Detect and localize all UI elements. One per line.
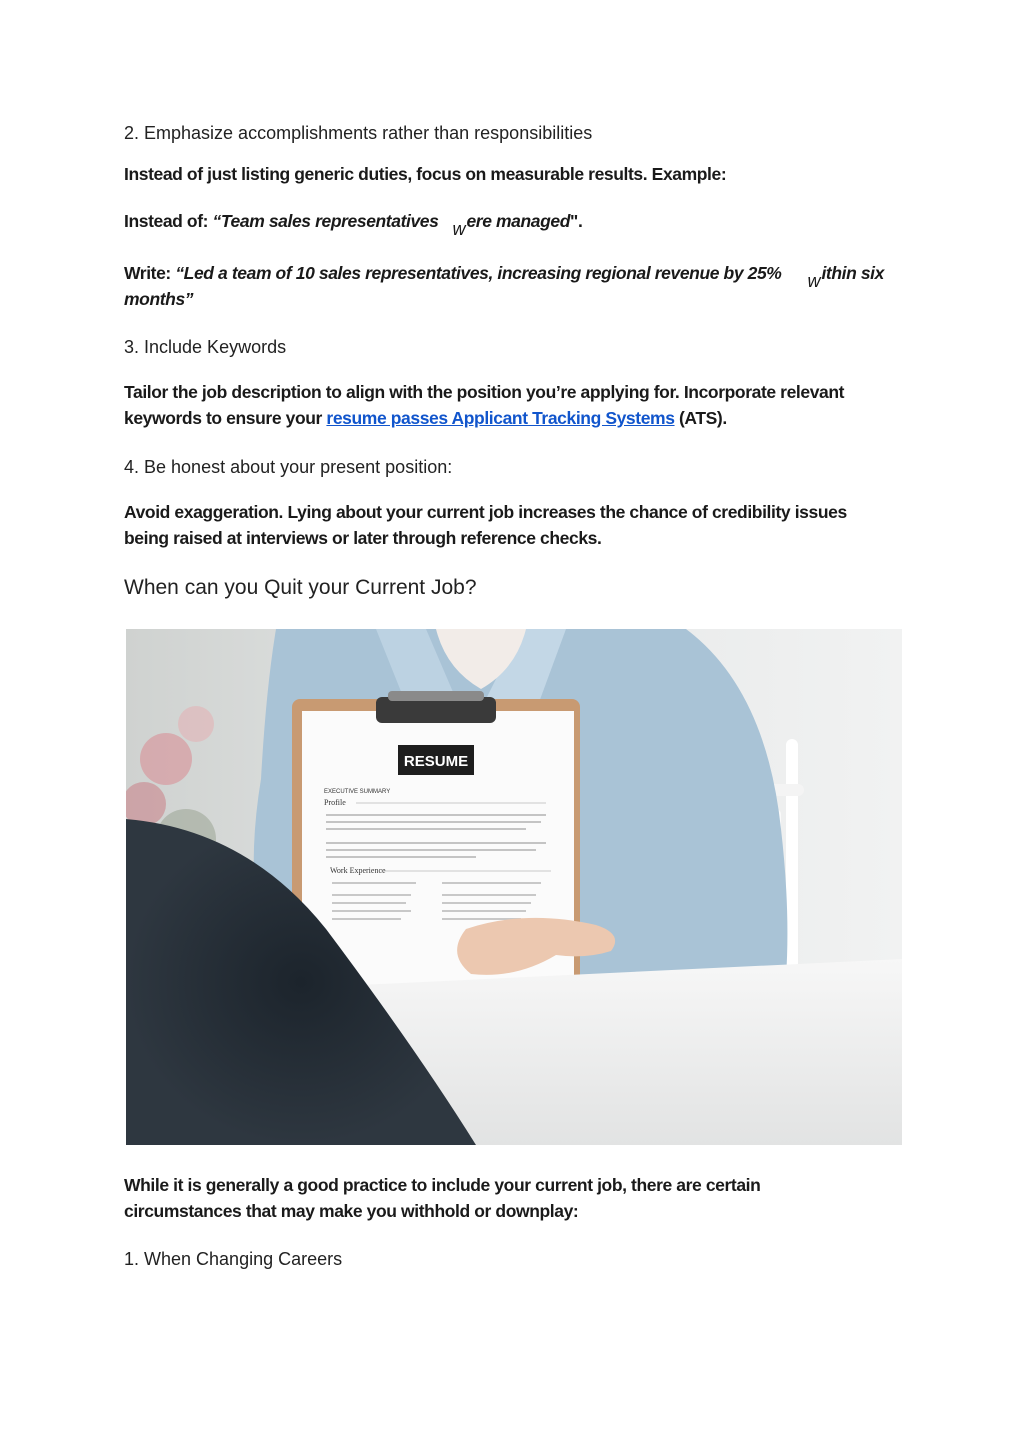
write-quote-b: ithin six xyxy=(821,263,884,283)
honest-paragraph-line1: Avoid exaggeration. Lying about your current job increases the chance of credibility issues xyxy=(124,502,847,522)
profile-label: Profile xyxy=(324,798,346,807)
section-heading-honest: 4. Be honest about your present position: xyxy=(124,457,453,477)
keywords-suffix: (ATS). xyxy=(674,408,727,428)
write-label: Write: xyxy=(124,263,176,283)
keywords-paragraph-line1: Tailor the job description to align with the position you’re applying for. Incorporate relevant xyxy=(124,382,845,402)
write-quote-a: “Led a team of 10 sales representatives, increasing regional revenue by 25% xyxy=(175,263,782,283)
work-experience-label: Work Experience xyxy=(330,866,386,875)
write-example-line2 xyxy=(124,286,193,312)
write-w: w xyxy=(807,271,821,291)
instead-label: Instead of: xyxy=(124,211,213,231)
instead-of-example xyxy=(124,208,583,239)
section-heading-accomplishments: 2. Emphasize accomplishments rather than responsibilities xyxy=(124,123,593,143)
circumstances-paragraph-line1: While it is generally a good practice to include your current job, there are certain xyxy=(124,1175,761,1195)
accomplishments-intro: Instead of just listing generic duties, focus on measurable results. Example: xyxy=(124,164,727,184)
circumstances-paragraph-line2: circumstances that may make you withhold or downplay: xyxy=(124,1201,579,1221)
page-heading-quit: When can you Quit your Current Job? xyxy=(124,576,477,599)
section-heading-keywords: 3. Include Keywords xyxy=(124,337,287,357)
write-quote-c: months” xyxy=(124,289,194,309)
honest-paragraph-line2: being raised at interviews or later through reference checks. xyxy=(124,528,602,548)
instead-quote-a: “Team sales representatives xyxy=(212,211,439,231)
resume-photo xyxy=(126,629,902,1145)
write-example xyxy=(124,260,884,291)
keywords-text: keywords to ensure your xyxy=(124,408,327,428)
instead-quote-b: ere managed xyxy=(466,211,571,231)
resume-label: RESUME xyxy=(403,753,469,770)
ats-link[interactable]: resume passes Applicant Tracking Systems xyxy=(326,408,675,428)
instead-end: ". xyxy=(570,211,583,231)
keywords-paragraph-line2 xyxy=(124,405,727,431)
item-changing-careers: 1. When Changing Careers xyxy=(124,1249,343,1269)
instead-w: w xyxy=(452,219,466,239)
exec-summary-label: EXECUTIVE SUMMARY xyxy=(324,789,391,795)
